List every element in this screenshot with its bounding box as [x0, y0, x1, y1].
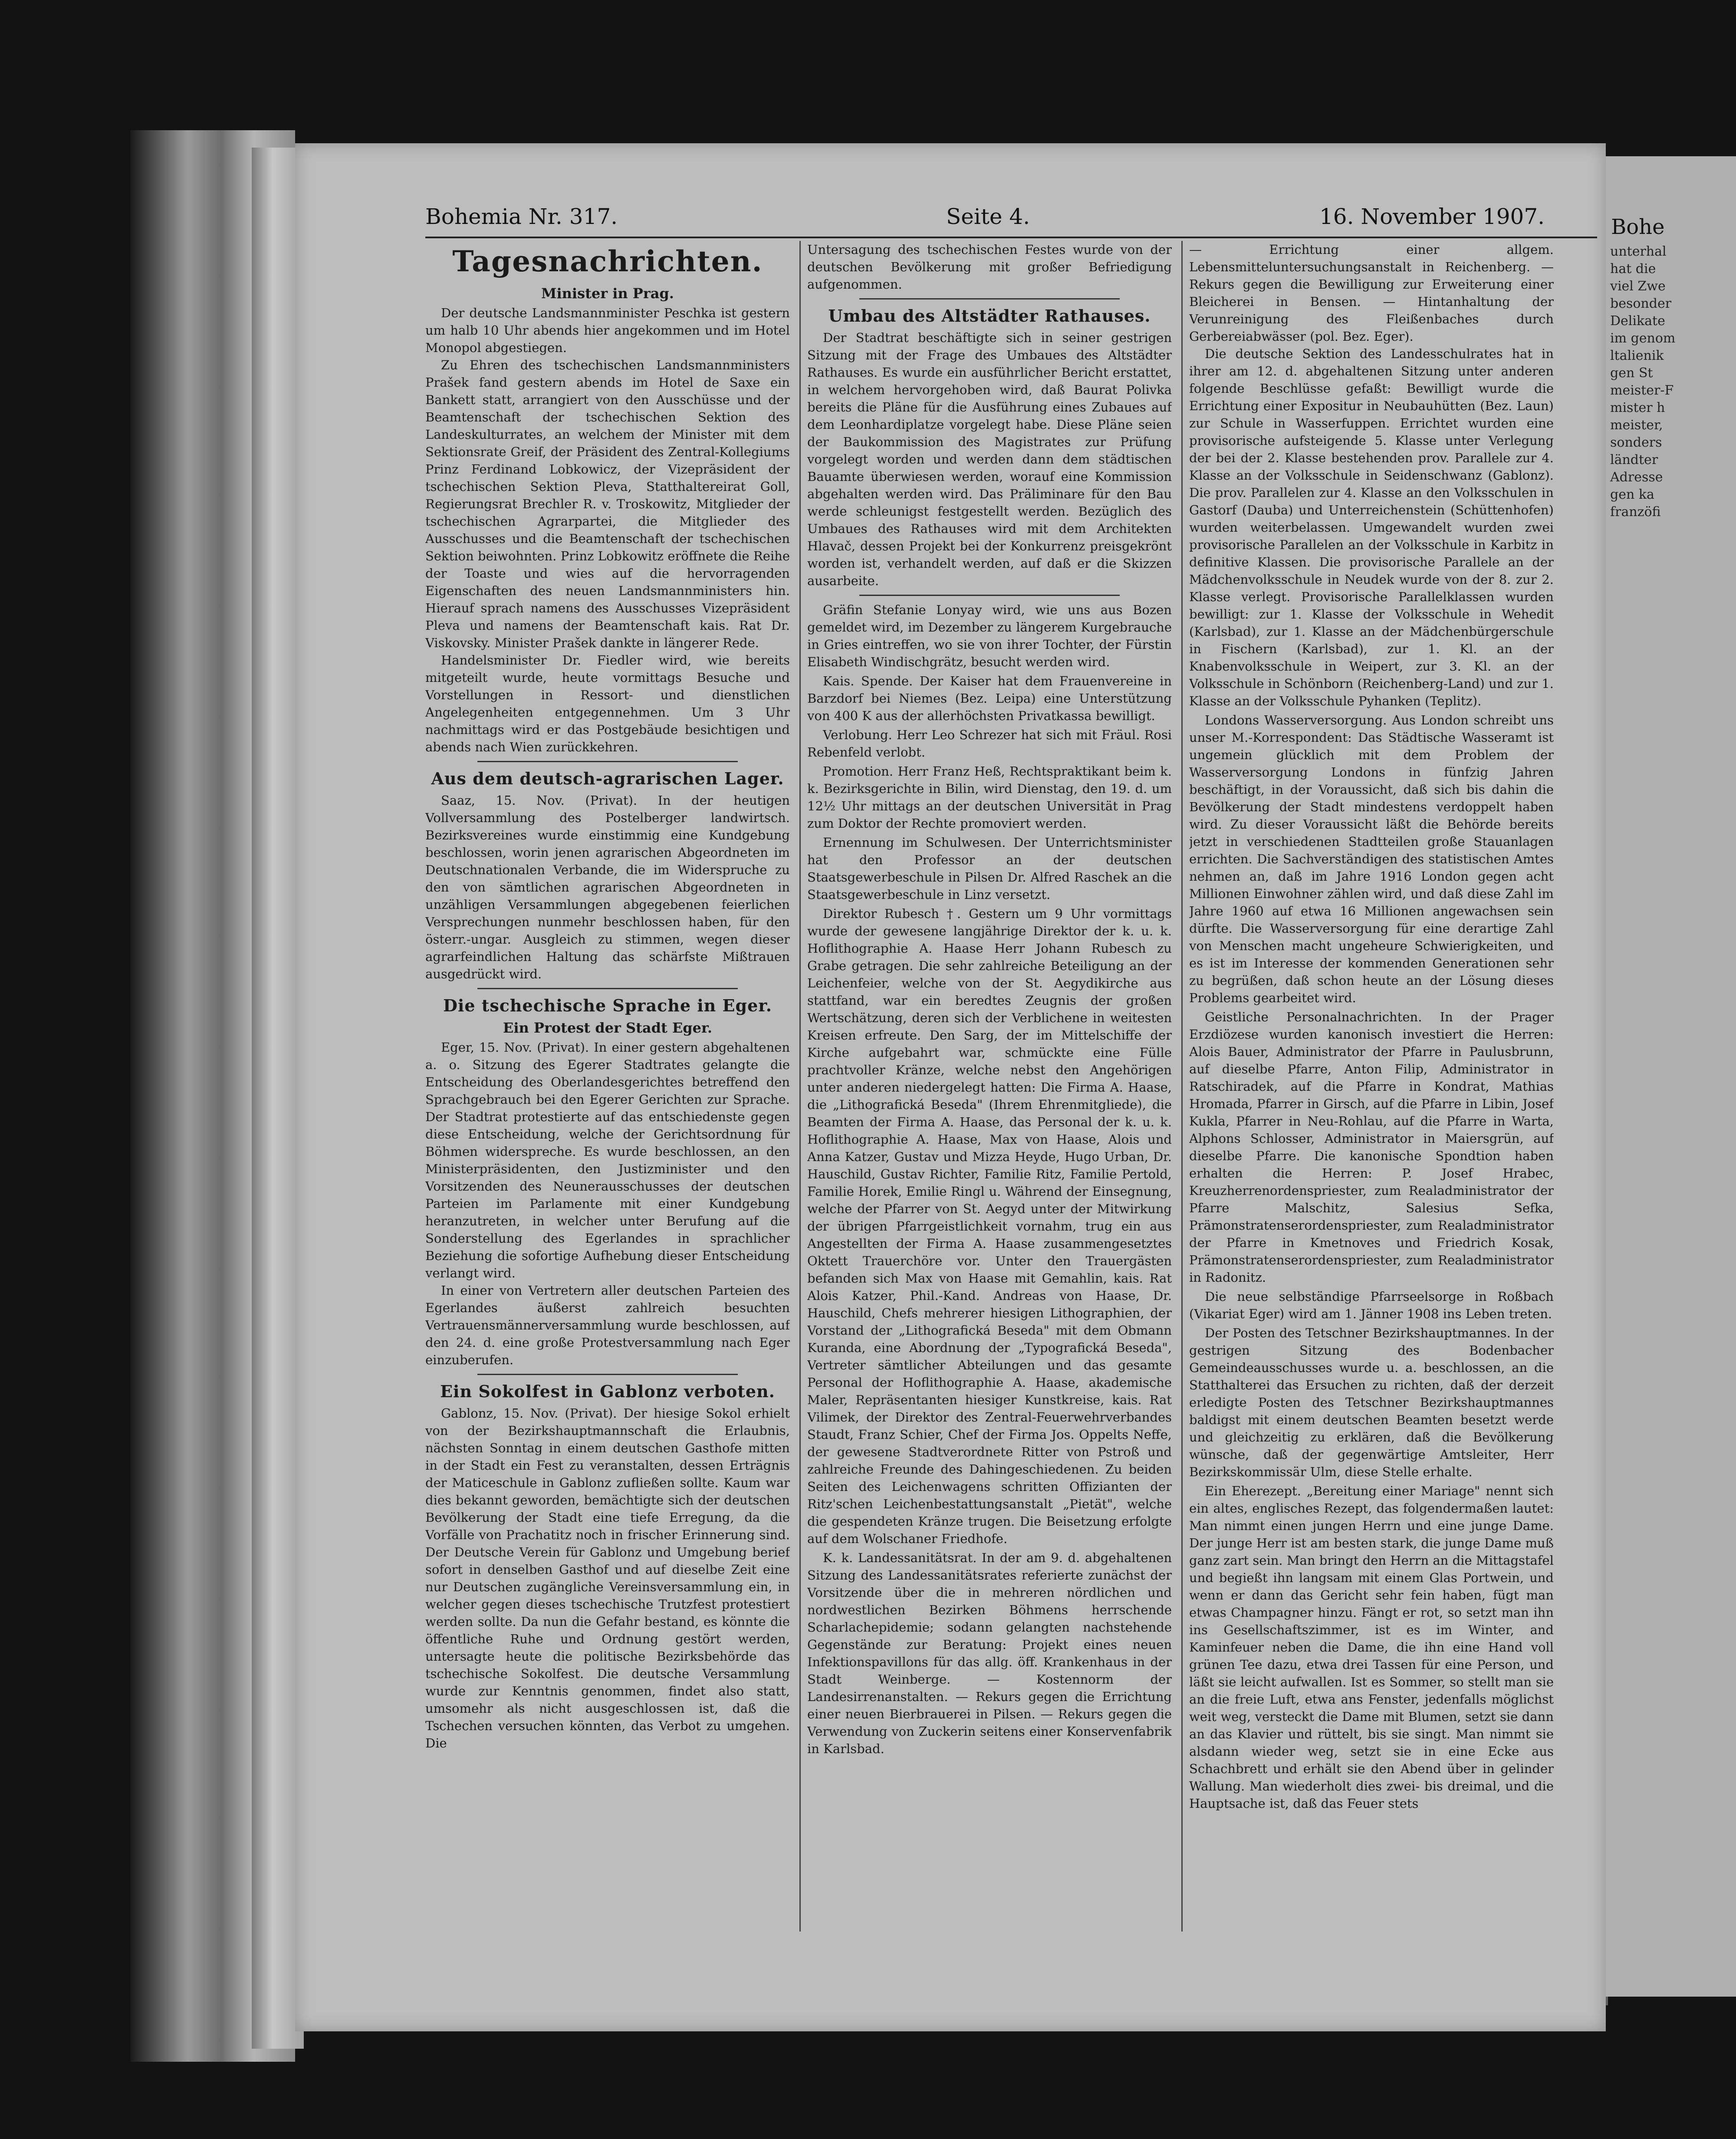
column-1	[425, 241, 790, 1958]
adjacent-line: ltalienik	[1610, 348, 1664, 363]
article-paragraph: Handelsminister Dr. Fiedler wird, wie bereits mitgeteilt wurde, heute vormittags Besuche und Vorstellungen in Ressort- und dienstlichen Angelegenheiten entgegennehmen. Um 3 Uhr nachmittags wird er das Postgebäude besichtigen und abends nach Wien zurückkehren.	[425, 653, 790, 754]
adjacent-line: meister-F	[1610, 383, 1674, 398]
adjacent-line: Adresse	[1610, 470, 1663, 485]
news-item: Londons Wasserversorgung. Aus London schreibt uns unser M.-Korrespondent: Das Städtische Wasseramt ist ungemein glücklich mit dem Problem der Wasserversorgung Londons in fünfzig Jahren beschäftigt, in der Voraussicht, daß sich bis dahin die Bevölkerung der Stadt mindestens verdoppelt haben wird. Zu dieser Voraussicht läßt die Behörde bereits jetzt in verschiedenen Stadtteilen große Stauanlagen errichten. Die Sachverständigen des statistischen Amtes nehmen an, daß im Jahre 1916 London gegen acht Millionen Einwohner zählen wird, und daß diese Zahl im Jahre 1960 auf etwa 16 Millionen angewachsen sein dürfte. Die Wasserversorgung für eine derartige Zahl von Menschen macht ungeheure Schwierigkeiten, und es ist im Interesse der kommenden Generationen sehr zu begrüßen, daß schon heute an der Lösung dieses Problems gearbeitet wird.	[1189, 713, 1554, 1005]
article-paragraph: Der Stadtrat beschäftigte sich in seiner gestrigen Sitzung mit der Frage des Umbaues des Altstädter Rathauses. Es wurde ein ausführlicher Bericht erstattet, in welchem hervorgehoben wird, daß Baurat Polivka bereits die Pläne für die Ausführung eines Zubaues auf dem Leonhardiplatze vorgelegt habe. Diese Pläne seien der Baukommission des Magistrates zur Prüfung vorgelegt worden und werden dann dem städtischen Bauamte überwiesen werden, worauf eine Kommission abgehalten werden wird. Das Präliminare für den Bau werde schleunigst festgestellt werden. Bezüglich des Umbaues des Rathauses wird mit dem Architekten Hlavač, dessen Projekt bei der Konkurrenz preisgekrönt worden ist, verhandelt werden, auf daß er die Skizzen ausarbeite.	[807, 330, 1172, 588]
news-item: Der Posten des Tetschner Bezirkshauptmannes. In der gestrigen Sitzung des Bodenbacher Gemeindeausschusses wurde u. a. beschlossen, an die Statthalterei das Ersuchen zu richten, daß der derzeit erledigte Posten des Tetschner Bezirkshauptmannes baldigst mit einem deutschen Beamten besetzt werde und gleichzeitig zu erklären, daß die Bevölkerung wünsche, daß der gegenwärtige Amtsleiter, Herr Bezirkskommissär Ulm, diese Stelle erhalte.	[1189, 1326, 1554, 1479]
news-item: Die deutsche Sektion des Landesschulrates hat in ihrer am 12. d. abgehaltenen Sitzung unter anderen folgende Beschlüsse gefaßt: Bewilligt wurde die Errichtung einer Expositur in Neubauhütten (Bez. Laun) zur Schule in Wasserfuppen. Errichtet wurden eine provisorische aufsteigende 5. Klasse unter Verlegung der bei der 2. Klasse bestehenden prov. Parallele zur 4. Klasse an der Volksschule in Seidenschwanz (Gablonz). Die prov. Parallelen zur 4. Klasse an den Volksschulen in Gastorf (Dauba) und Unterreichenstein (Schüttenhofen) wurden weiterbelassen. Umgewandelt wurden zwei provisorische Parallelen an der Volksschule in Karbitz in definitive Klassen. Die provisorische Parallele an der Mädchenvolksschule in Neudek wurde von der 8. zur 2. Klasse verlegt. Provisorische Parallelklassen wurden bewilligt: zur 1. Klasse der Volksschule in Wehedit (Karlsbad), zur 1. Klasse an der Mädchenbürgerschule in Fischern (Karlsbad), zur 1. Kl. an der Knabenvolksschule in Weipert, zur 3. Kl. an der Volksschule in Schönborn (Reichenberg-Land) und zur 1. Klasse an der Volksschule Pyhanken (Teplitz).	[1189, 346, 1554, 708]
article-paragraph: Untersagung des tschechischen Festes wurde von der deutschen Bevölkerung mit großer Befriedigung aufgenommen.	[807, 242, 1172, 292]
article-paragraph: Eger, 15. Nov. (Privat). In einer gestern abgehaltenen a. o. Sitzung des Egerer Stadtrates gelangte die Entscheidung des Oberlandesgerichtes betreffend den Sprachgebrauch bei den Egerer Gerichten zur Sprache. Der Stadtrat protestierte auf das entschiedenste gegen diese Entscheidung, welche der Gerichtsordnung für Böhmen widerspreche. Es wurde beschlossen, an den Ministerpräsidenten, den Justizminister und den Vorsitzenden des Neunerausschusses der deutschen Parteien im Parlamente mit einer Kundgebung heranzutreten, in welcher unter Berufung auf die Sonderstellung des Egerlandes in sprachlicher Beziehung die sofortige Aufhebung dieser Entscheidung verlangt wird.	[425, 1040, 790, 1280]
header-rule	[425, 237, 1597, 238]
article-separator	[477, 1374, 738, 1375]
news-item: Verlobung. Herr Leo Schrezer hat sich mit Fräul. Rosi Rebenfeld verlobt.	[807, 727, 1172, 760]
article-headline: Minister in Prag.	[541, 285, 674, 302]
news-item: K. k. Landessanitätsrat. In der am 9. d. abgehaltenen Sitzung des Landessanitätsrates referierte zunächst der Vorsitzende über die in mehreren nördlichen und nordwestlichen Bezirken Böhmens herrschende Scharlachepidemie; sodann gelangten nachstehende Gegenstände zur Beratung: Projekt eines neuen Infektionspavillons für das allg. öff. Krankenhaus in der Stadt Weinberge. — Kostennorm der Landesirrenanstalten. — Rekurs gegen die Errichtung einer neuen Bierbrauerei in Pilsen. — Rekurs gegen die Verwendung von Zuckerin seitens einer Konservenfabrik in Karlsbad.	[807, 1550, 1172, 1756]
adjacent-line: besonder	[1610, 296, 1672, 311]
article-separator	[859, 298, 1120, 299]
issue-number: Bohemia Nr. 317.	[425, 204, 618, 229]
column-divider	[799, 241, 801, 1932]
article-headline: Aus dem deutsch-agrarischen Lager.	[431, 769, 784, 788]
article-paragraph: Gablonz, 15. Nov. (Privat). Der hiesige Sokol erhielt von der Bezirkshauptmannschaft die Erlaubnis, nächsten Sonntag in einem deutschen Gasthofe mitten in der Stadt ein Fest zu veranstalten, dessen Erträgnis der Maticeschule in Gablonz zufließen sollte. Kaum war dies bekannt geworden, bemächtigte sich der deutschen Bevölkerung der Stadt eine tiefe Erregung, da die Vorfälle von Prachatitz noch in frischer Erinnerung sind. Der Deutsche Verein für Gablonz und Umgebung berief sofort in denselben Gasthof und auf dieselbe Zeit eine nur Deutschen zugängliche Vereinsversammlung ein, in welcher gegen dieses tschechische Trutzfest protestiert werden sollte. Da nun die Gefahr bestand, es könnte die öffentliche Ruhe und Ordnung gestört werden, untersagte heute die politische Bezirksbehörde das tschechische Sokolfest. Die deutsche Versammlung wurde zur Kenntnis genommen, findet also statt, umsomehr als nicht ausgeschlossen ist, daß die Tschechen versuchen könnten, das Verbot zu umgehen. Die	[425, 1406, 790, 1751]
article-paragraph: Zu Ehren des tschechischen Landsmannministers Prašek fand gestern abends im Hotel de Saxe ein Bankett statt, arrangiert von den Ausschüsse und der Beamtenschaft der tschechischen Sektion des Landeskulturrates, an welchem der Minister mit dem Sektionsrate Greif, der Präsident des Zentral-Kollegiums Prinz Ferdinand Lobkowicz, der Vizepräsident der tschechischen Sektion Pleva, Statthaltereirat Goll, Regierungsrat Brechler R. v. Troskowitz, Mitglieder der tschechischen Agrarpartei, die Mitglieder des Ausschusses und die Beamtenschaft der tschechischen Sektion beiwohnten. Prinz Lobkowitz eröffnete die Reihe der Toaste und wies auf die hervorragenden Eigenschaften des neuen Landsmannministers hin. Hierauf sprach namens des Ausschusses Vizepräsident Pleva und namens der Beamtenschaft kais. Rat Dr. Viskovsky. Minister Prašek dankte in längerer Rede.	[425, 358, 790, 650]
article-paragraph: Der deutsche Landsmannminister Peschka ist gestern um halb 10 Uhr abends hier angekommen und im Hotel Monopol abgestiegen.	[425, 306, 790, 355]
news-item: Kais. Spende. Der Kaiser hat dem Frauenvereine in Barzdorf bei Niemes (Bez. Leipa) eine Unterstützung von 400 K aus der allerhöchsten Privatkassa bewilligt.	[807, 674, 1172, 723]
adjacent-line: im genom	[1610, 331, 1676, 346]
article-separator	[859, 595, 1120, 596]
page-header	[425, 204, 1597, 239]
news-item: Die neue selbständige Pfarrseelsorge in Roßbach (Vikariat Eger) wird am 1. Jänner 1908 ins Leben treten.	[1189, 1289, 1554, 1321]
news-item: Promotion. Herr Franz Heß, Rechtspraktikant beim k. k. Bezirksgerichte in Bilin, wird Dienstag, den 19. d. um 12½ Uhr mittags an der deutschen Universität in Prag zum Doktor der Rechte promoviert werden.	[807, 764, 1172, 831]
issue-date: 16. November 1907.	[1319, 204, 1545, 229]
article-separator	[477, 988, 738, 989]
news-item: Direktor Rubesch †. Gestern um 9 Uhr vormittags wurde der gewesene langjährige Direktor der k. u. k. Hoflithographie A. Haase Herr Johann Rubesch zu Grabe getragen. Die sehr zahlreiche Beteiligung an der Leichenfeier, welche von der St. Aegydikirche aus stattfand, war ein beredtes Zeugnis der großen Wertschätzung, deren sich der Verblichene in weitesten Kreisen erfreute. Den Sarg, der im Mittelschiffe der Kirche aufgebahrt war, schmückte eine Fülle prachtvoller Kränze, welche nebst den Angehörigen unter anderen niedergelegt hatten: Die Firma A. Haase, die „Lithografická Beseda" (Ihrem Ehrenmitgliede), die Beamten der Firma A. Haase, das Personal der k. u. k. Hoflithographie A. Haase, Max von Haase, Alois und Anna Katzer, Gustav und Mizza Heyde, Hugo Urban, Dr. Hauschild, Gustav Richter, Familie Ritz, Familie Pertold, Familie Horek, Emilie Ringl u. Während der Einsegnung, welche der Pfarrer von St. Aegyd unter der Mitwirkung der übrigen Pfarrgeistlichkeit vornahm, trug ein aus Angestellten der Firma A. Haase zusammengesetztes Oktett Trauerchöre vor. Unter den Trauergästen befanden sich Max von Haase mit Gemahlin, kais. Rat Alois Katzer, Phil.-Kand. Andreas von Haase, Dr. Hauschild, Chefs mehrerer hiesigen Lithographien, der Vorstand der „Lithografická Beseda" mit dem Obmann Kuranda, eine Abordnung der „Typografická Beseda", Vertreter sämtlicher Abteilungen und das gesamte Personal der Hoflithographie A. Haase, akademische Maler, Repräsentanten hiesiger Kunstkreise, kais. Rat Vilimek, der Direktor des Zentral-Feuerwehrverbandes Staudt, Franz Schier, Chef der Firma Jos. Oppelts Neffe, der gewesene Stadtverordnete Ritter von Pstroß und zahlreiche Freunde des Dahingeschiedenen. Zu beiden Seiten des Leichenwagens schritten Offizianten der Ritz'schen Leichenbestattungsanstalt „Pietät", welche die gespendeten Kränze trugen. Die Beisetzung erfolgte auf dem Wolschaner Friedhofe.	[807, 906, 1172, 1546]
adjacent-line: gen St	[1610, 365, 1653, 381]
article-headline: Die tschechische Sprache in Eger.	[443, 996, 773, 1015]
adjacent-line: mister h	[1610, 400, 1665, 415]
page-number: Seite 4.	[946, 204, 1030, 229]
adjacent-line: unterhal	[1610, 244, 1667, 259]
adjacent-page-text	[1610, 243, 1736, 521]
adjacent-line: hat die	[1610, 261, 1656, 276]
article-paragraph: — Errichtung einer allgem. Lebensmitteluntersuchungsanstalt in Reichenberg. — Rekurs gegen die Bewilligung zur Erweiterung einer Bleicherei in Bensen. — Hintanhaltung der Verunreinigung des Fleißenbaches durch Gerbereiabwässer (pol. Bez. Eger).	[1189, 242, 1554, 344]
column-3	[1189, 241, 1554, 1958]
column-2	[807, 241, 1172, 1958]
news-item: Geistliche Personalnachrichten. In der Prager Erzdiözese wurden kanonisch investiert die Herren: Alois Bauer, Administrator der Pfarre in Paulusbrunn, auf dieselbe Pfarre, Anton Filip, Administrator in Ratschiradek, auf die Pfarre in Kondrat, Mathias Hromada, Pfarrer in Girsch, auf die Pfarre in Libin, Josef Kukla, Pfarrer in Neu-Rohlau, auf die Pfarre in Warta, Alphons Schlosser, Administrator in Maiersgrün, auf dieselbe Pfarre. Die kanonische Spondtion haben erhalten die Herren: P. Josef Hrabec, Kreuzherrenordenspriester, zum Realadministrator der Pfarre Malschitz, Salesius Sefka, Prämonstratenserordenspriester, zum Realadministrator der Pfarre in Kmetnoves und Friedrich Kosak, Prämonstratenserordenspriester, zum Realadministrator in Radonitz.	[1189, 1010, 1554, 1285]
section-title: Tagesnachrichten.	[452, 244, 763, 278]
article-paragraph: Saaz, 15. Nov. (Privat). In der heutigen Vollversammlung des Postelberger landwirtsch. Bezirksvereines wurde einstimmig eine Kundgebung beschlossen, worin jenen agrarischen Abgeordneten im Deutschnationalen Verbande, die im Widerspruche zu den von sämtlichen agrarischen Abgeordneten in unzähligen Versammlungen abgegebenen feierlichen Versprechungen nunmehr beschlossen haben, für den österr.-ungar. Ausgleich zu stimmen, wegen dieser agrarfeindlichen Haltung das schärfste Mißtrauen ausgedrückt wird.	[425, 793, 790, 981]
article-subheadline: Ein Protest der Stadt Eger.	[503, 1020, 713, 1036]
adjacent-line: viel Zwe	[1610, 279, 1666, 294]
adjacent-line: sonders	[1610, 435, 1662, 450]
news-item: Ernennung im Schulwesen. Der Unterrichtsminister hat den Professor an der deutschen Staatsgewerbeschule in Pilsen Dr. Alfred Raschek an die Staatsgewerbeschule in Linz versetzt.	[807, 835, 1172, 902]
article-paragraph: In einer von Vertretern aller deutschen Parteien des Egerlandes äußerst zahlreich besuchten Vertrauensmännerversammlung wurde beschlossen, auf den 24. d. eine große Protestversammlung nach Eger einzuberufen.	[425, 1283, 790, 1367]
adjacent-line: ländter	[1610, 452, 1658, 467]
newspaper-page	[295, 143, 1606, 2031]
column-divider	[1181, 241, 1183, 1932]
article-headline: Ein Sokolfest in Gablonz verboten.	[440, 1382, 775, 1401]
news-item: Ein Eherezept. „Bereitung einer Mariage" nennt sich ein altes, englisches Rezept, das folgendermaßen lautet: Man nimmt einen jungen Herrn und eine junge Dame. Der junge Herr ist am besten stark, die junge Dame muß ganz zart sein. Man bringt den Herrn an die Mittagstafel und begießt ihn langsam mit einem Glas Portwein, und wenn er dann das Gericht sehr fein haben, fügt man etwas Champagner hinzu. Fängt er rot, so setzt man ihn ins Gesellschaftszimmer, ist es im Winter, and Kaminfeuer neben die Dame, die ihn eine Hand voll grünen Tee dazu, etwa drei Tassen für eine Person, und läßt sie leicht aufwallen. Ist es Sommer, so stellt man sie an die freie Luft, etwa ans Fenster, jedenfalls möglichst weit weg, versteckt die Dame mit Blumen, setzt sie dann an das Klavier und rüttelt, bis sie singt. Man nimmt sie alsdann wieder weg, setzt sie in eine Ecke aus Schachbrett und erhält sie den Abend über in gelinder Wallung. Man wiederholt dies zwei- bis dreimal, und die Hauptsache ist, daß das Feuer stets	[1189, 1484, 1554, 1811]
adjacent-line: gen ka	[1610, 487, 1654, 502]
article-headline: Umbau des Altstädter Rathauses.	[828, 306, 1151, 326]
news-item: Gräfin Stefanie Lonyay wird, wie uns aus Bozen gemeldet wird, im Dezember zu längerem Kurgebrauche in Gries eintreffen, wo sie von ihrer Tochter, der Fürstin Elisabeth Windischgrätz, besucht werden wird.	[807, 602, 1172, 669]
article-separator	[477, 761, 738, 762]
adjacent-line: franzöfi	[1610, 504, 1661, 520]
adjacent-page	[1606, 156, 1736, 1997]
adjacent-line: meister,	[1610, 418, 1663, 433]
adjacent-line: Delikate	[1610, 313, 1665, 329]
adjacent-page-header: Bohe	[1611, 215, 1665, 239]
